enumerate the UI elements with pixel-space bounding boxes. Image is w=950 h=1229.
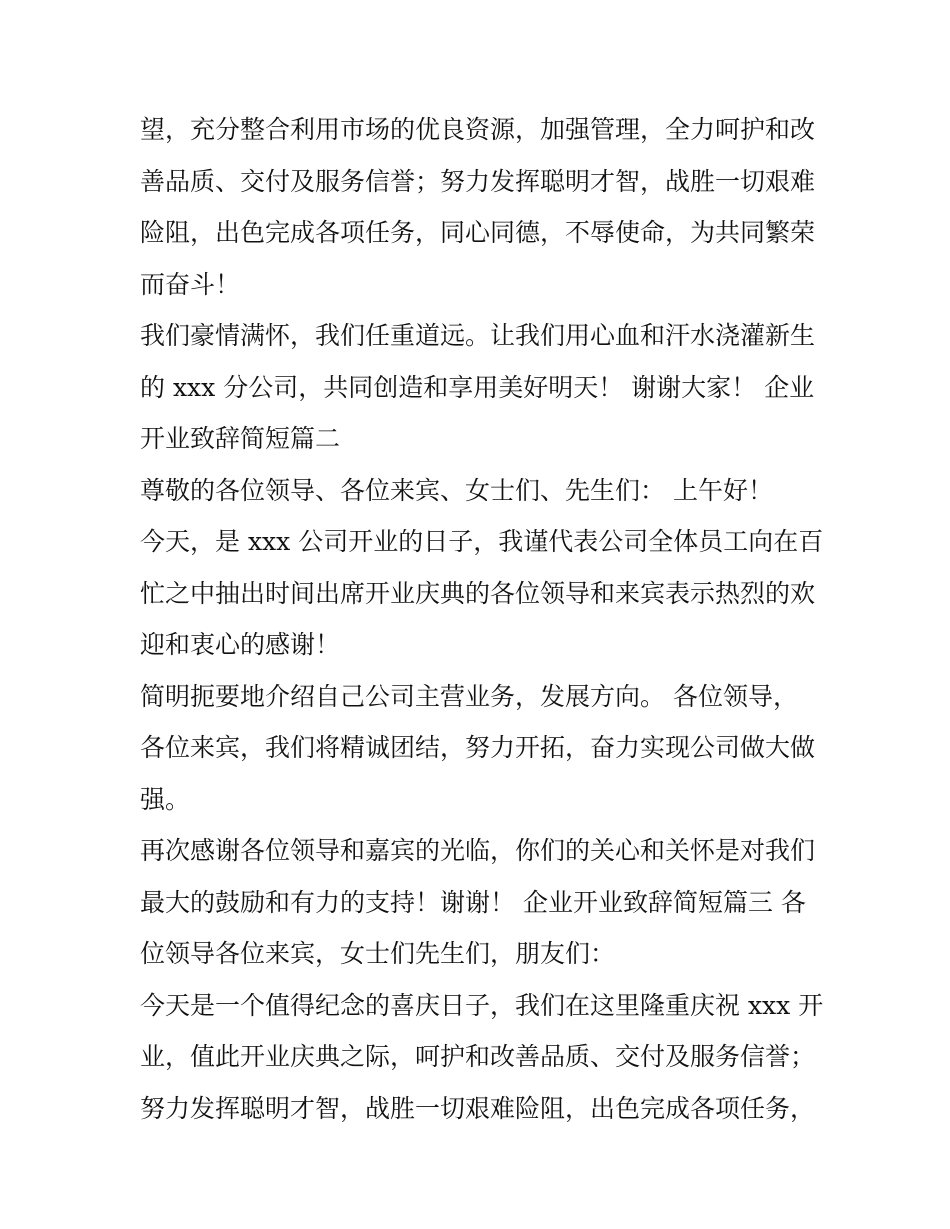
section-heading-line: 开业致辞简短篇二 bbox=[140, 424, 341, 453]
text-line: 善品质、交付及服务信誉；努力发挥聪明才智，战胜一切艰难 bbox=[140, 166, 816, 196]
text-line: 努力发挥聪明才智，战胜一切艰难险阻，出色完成各项任务， bbox=[140, 1093, 816, 1123]
text-line: 位领导各位来宾，女士们先生们，朋友们： bbox=[140, 939, 616, 968]
text-line: 险阻，出色完成各项任务，同心同德，不辱使命，为共同繁荣 bbox=[140, 218, 816, 247]
text-line: 而奋斗！ bbox=[140, 269, 241, 299]
text-line: 今天，是 xxx 公司开业的日子，我谨代表公司全体员工向在百 bbox=[140, 527, 824, 556]
text-line: 迎和衷心的感谢！ bbox=[140, 630, 341, 659]
text-line: 最大的鼓励和有力的支持！谢谢！ 企业开业致辞简短篇三 各 bbox=[140, 887, 806, 917]
text-line: 业，值此开业庆典之际，呵护和改善品质、交付及服务信誉； bbox=[140, 1042, 816, 1071]
document-body bbox=[140, 104, 840, 1134]
text-line: 简明扼要地介绍自己公司主营业务，发展方向。 各位领导， bbox=[140, 681, 798, 711]
text-line: 再次感谢各位领导和嘉宾的光临，你们的关心和关怀是对我们 bbox=[140, 836, 816, 865]
text-line: 忙之中抽出时间出席开业庆典的各位领导和来宾表示热烈的欢 bbox=[140, 578, 816, 608]
text-line: 尊敬的各位领导、各位来宾、女士们、先生们： 上午好！ bbox=[140, 475, 773, 505]
text-line: 强。 bbox=[140, 784, 191, 814]
text-line: 今天是一个值得纪念的喜庆日子，我们在这里隆重庆祝 xxx 开 bbox=[140, 990, 824, 1020]
text-line: 我们豪情满怀，我们任重道远。让我们用心血和汗水浇灌新生 bbox=[140, 321, 816, 350]
text-line: 各位来宾，我们将精诚团结，努力开拓，奋力实现公司做大做 bbox=[140, 733, 816, 762]
text-line: 望，充分整合利用市场的优良资源，加强管理，全力呵护和改 bbox=[140, 115, 816, 144]
text-line: 的 xxx 分公司，共同创造和享用美好明天！ 谢谢大家！ 企业 bbox=[140, 372, 815, 402]
